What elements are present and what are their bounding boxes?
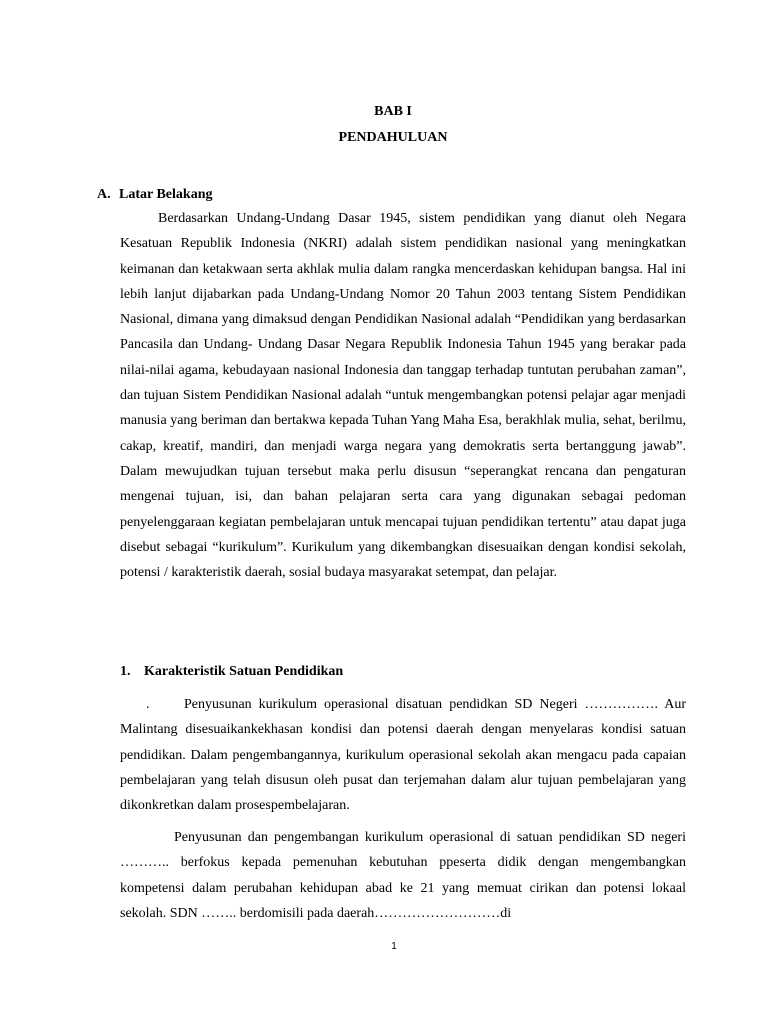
page-number: 1 [391, 941, 397, 952]
section-a-heading [97, 186, 212, 204]
karakteristik-paragraph-2: Penyusunan dan pengembangan kurikulum operasional di satuan pendidikan SD negeri ……….. berfokus kepada pemenuhan kebutuhan ppeserta didik dengan mengembangkan kompetensi dalam perubahan kehidupan abad ke 21 yang memuat cirikan dan potensi lokaal sekolah. SDN …….. berdomisili pada daerah………………………di [120, 830, 686, 921]
section-1-title: Karakteristik Satuan Pendidikan [144, 664, 344, 679]
chapter-number: BAB I [374, 104, 412, 119]
section-a-title: Latar Belakang [119, 187, 213, 202]
paragraph-marker: . [146, 697, 150, 712]
section-1-number: 1. [120, 664, 131, 679]
karakteristik-paragraph-1 [120, 692, 686, 818]
latar-belakang-paragraph: Berdasarkan Undang-Undang Dasar 1945, sistem pendidikan yang dianut oleh Negara Kesatuan Republik Indonesia (NKRI) adalah sistem pendidikan nasional yang meningkatkan keimanan dan ketakwaan serta akhlak mulia dalam rangka mencerdaskan kehidupan bangsa. Hal ini lebih lanjut dijabarkan pada Undang-Undang Nomor 20 Tahun 2003 tentang Sistem Pendidikan Nasional, dimana yang dimaksud dengan Pendidikan Nasional adalah “Pendidikan yang berdasarkan Pancasila dan Undang- Undang Dasar Negara Republik Indonesia Tahun 1945 yang berakar pada nilai-nilai agama, kebudayaan nasional Indonesia dan tanggap terhadap tuntutan perubahan zaman”, dan tujuan Sistem Pendidikan Nasional adalah “untuk mengembangkan potensi pelajar agar menjadi manusia yang beriman dan bertakwa kepada Tuhan Yang Maha Esa, berakhlak mulia, sehat, berilmu, cakap, kreatif, mandiri, dan menjadi warga negara yang demokratis serta bertanggung jawab”. Dalam mewujudkan tujuan tersebut maka perlu disusun “seperangkat rencana dan pengaturan mengenai tujuan, isi, dan bahan pelajaran serta cara yang digunakan sebagai pedoman penyelenggaraan kegiatan pembelajaran untuk mencapai tujuan pendidikan tertentu” atau dapat juga disebut sebagai “kurikulum”. Kurikulum yang dikembangkan disesuaikan dengan kondisi sekolah, potensi / karakteristik daerah, sosial budaya masyarakat setempat, dan pelajar. [120, 211, 686, 581]
section-a-number: A. [97, 187, 111, 202]
section-1-heading [120, 663, 343, 681]
chapter-title: PENDAHULUAN [338, 130, 448, 145]
karakteristik-paragraph-1-text: Penyusunan kurikulum operasional disatuan pendidkan SD Negeri ……………. Aur Malintang disesuaikankekhasan kondisi dan potensi daerah dengan menyelaras kondisi satuan pendidikan. Dalam pengembangannya, kurikulum operasional sekolah akan mengacu pada capaian pembelajaran yang telah disusun oleh pusat dan terjemahan dalam alur tujuan pembelajaran yang dikonkretkan dalam prosespembelajaran. [120, 697, 686, 814]
